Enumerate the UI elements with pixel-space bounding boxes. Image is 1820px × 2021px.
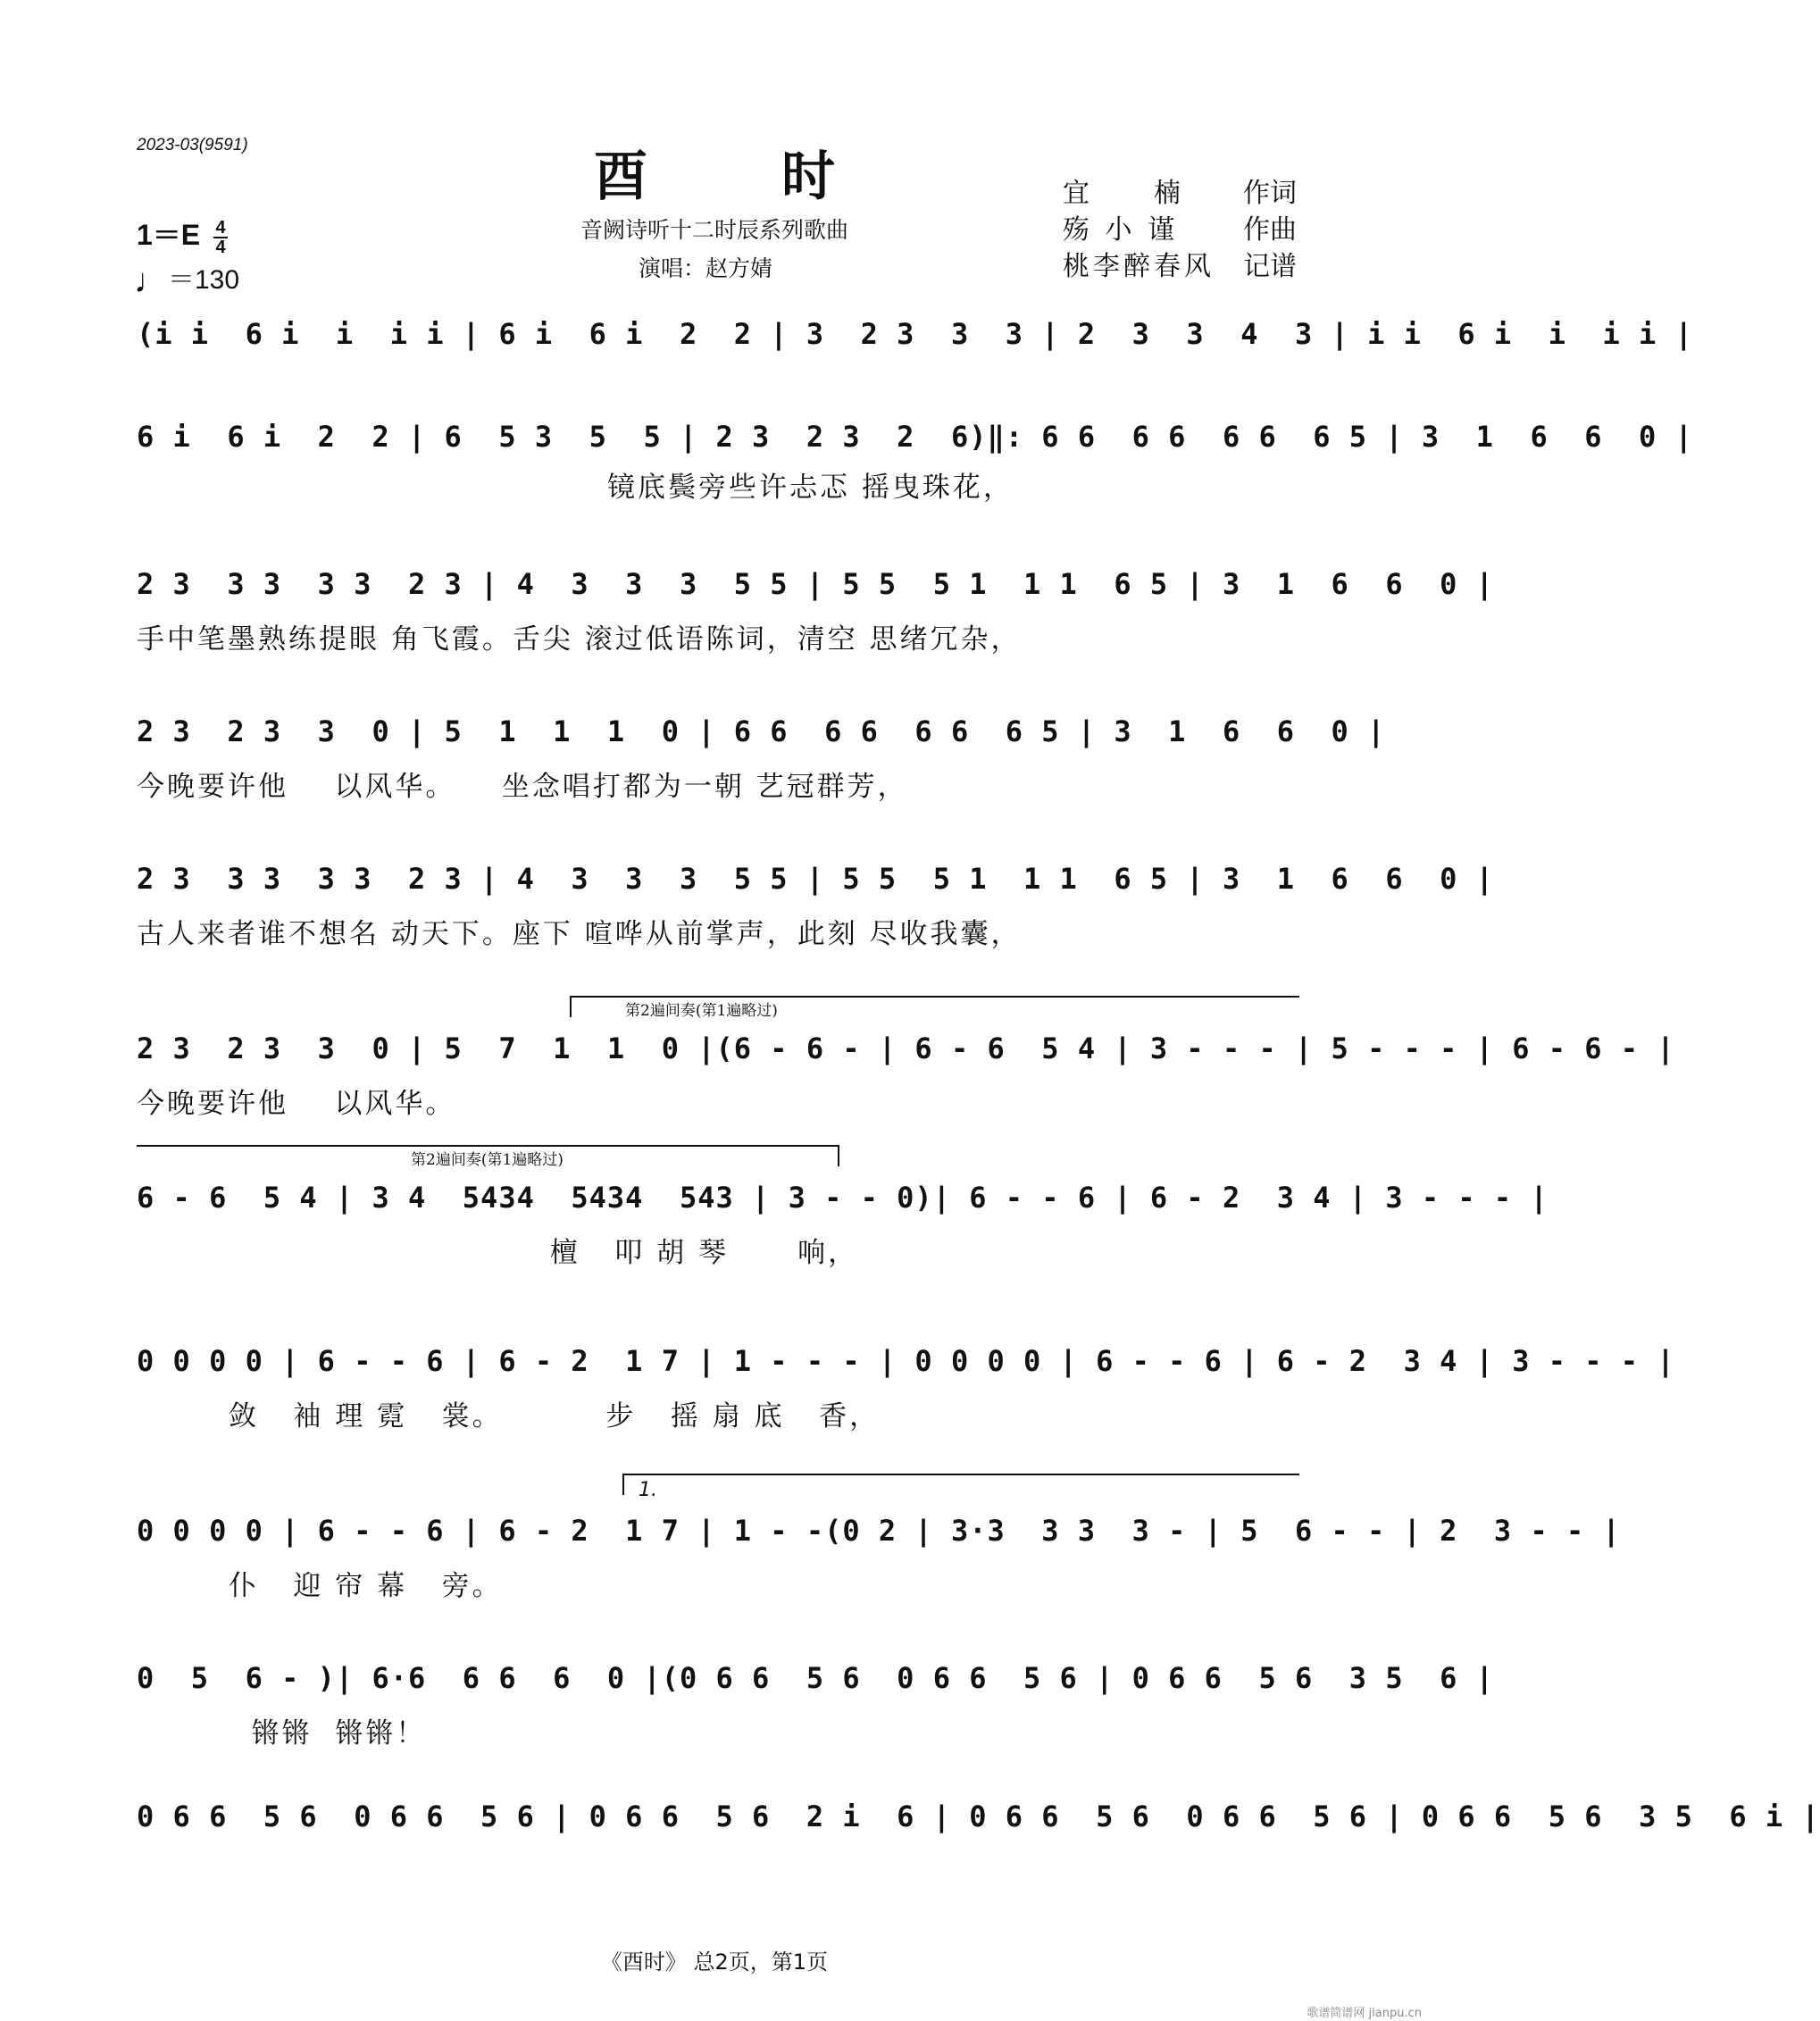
lyrics-line: 仆 迎 帘 幕 旁。 <box>137 1570 503 1602</box>
notation-line: 0 0 0 0 | 6 - - 6 | 6 - 2 1 7 | 1 - -(0 2 | 3·3 3 3 3 - | 5 6 - - | 2 3 - - | <box>137 1514 1621 1548</box>
lyrics-line: 手中笔墨熟练提眼 角飞霞。舌尖 滚过低语陈词，清空 思绪冗杂， <box>137 623 1022 656</box>
lyrics-line: 今晚要许他 以风华。 坐念唱打都为一朝 艺冠群芳， <box>137 771 908 803</box>
page-footer: 《酉时》 总2页，第1页 <box>600 1950 829 1975</box>
interlude-label: 第2遍间奏(第1遍略过) <box>625 1002 778 1020</box>
catalog-number: 2023-03(9591) <box>137 136 248 154</box>
lyrics-line: 锵锵 锵锵！ <box>137 1717 427 1750</box>
credit-lyricist: 宜 楠 作词 <box>1063 178 1297 209</box>
tempo-marking: ♩＝130 <box>134 263 240 300</box>
notation-line: (i i 6 i i i i | 6 i 6 i 2 2 | 3 2 3 3 3 | 2 3 3 4 3 | i i 6 i i i i | <box>137 317 1693 351</box>
lyrics-line: 古人来者谁不想名 动天下。座下 喧哗从前掌声，此刻 尽收我囊， <box>137 918 1022 950</box>
lyrics-line: 敛 袖 理 霓 裳。 步 摇 扇 底 香， <box>137 1400 881 1432</box>
time-signature: $\frac{4}{4}$ <box>213 219 228 256</box>
notation-line: 6 - 6 5 4 | 3 4 5434 5434 543 | 3 - - 0)| 6 - - 6 | 6 - 2 3 4 | 3 - - - | <box>137 1181 1549 1215</box>
notation-line: 2 3 2 3 3 0 | 5 1 1 1 0 | 6 6 6 6 6 6 6 5 | 3 1 6 6 0 | <box>137 714 1386 748</box>
interlude-label: 第2遍间奏(第1遍略过) <box>411 1151 564 1169</box>
notation-line: 0 0 0 0 | 6 - - 6 | 6 - 2 1 7 | 1 - - - | 0 0 0 0 | 6 - - 6 | 6 - 2 3 4 | 3 - - - | <box>137 1344 1675 1378</box>
notation-line: 2 3 3 3 3 3 2 3 | 4 3 3 3 5 5 | 5 5 5 1 1 1 6 5 | 3 1 6 6 0 | <box>137 862 1494 896</box>
notation-line: 2 3 2 3 3 0 | 5 7 1 1 0 |(6 - 6 - | 6 - 6 5 4 | 3 - - - | 5 - - - | 6 - 6 - | <box>137 1031 1675 1065</box>
notation-line: 0 6 6 5 6 0 6 6 5 6 | 0 6 6 5 6 2 i 6 | 0 6 6 5 6 0 6 6 5 6 | 0 6 6 5 6 3 5 6 i | <box>137 1800 1820 1833</box>
singer: 演唱：赵方婧 <box>639 255 773 281</box>
key-signature: 1＝E $\frac{4}{4}$ <box>137 213 228 256</box>
notation-line: 2 3 3 3 3 3 2 3 | 4 3 3 3 5 5 | 5 5 5 1 1 1 6 5 | 3 1 6 6 0 | <box>137 567 1494 601</box>
lyrics-line: 今晚要许他 以风华。 <box>137 1088 456 1120</box>
notation-line: 0 5 6 - )| 6·6 6 6 6 0 |(0 6 6 5 6 0 6 6 5 6 | 0 6 6 5 6 3 5 6 | <box>137 1661 1494 1695</box>
notation-line: 6 i 6 i 2 2 | 6 5 3 5 5 | 2 3 2 3 2 6)‖: 6 6 6 6 6 6 6 5 | 3 1 6 6 0 | <box>137 420 1693 454</box>
first-ending-bracket <box>622 1474 1299 1495</box>
volta-label: 1. <box>639 1479 657 1501</box>
quarter-note-icon: ♩ <box>134 263 168 300</box>
credits <box>1063 175 1297 285</box>
lyrics-line: 镜底鬓旁些许忐忑 摇曳珠花， <box>137 472 1014 504</box>
watermark: 歌谱简谱网 jianpu.cn <box>1307 2007 1422 2020</box>
song-subtitle: 音阙诗听十二时辰系列歌曲 <box>580 217 848 243</box>
credit-composer: 殇 小 谨 作曲 <box>1063 214 1297 246</box>
lyrics-line: 檀 叩 胡 琴 响， <box>137 1237 859 1269</box>
song-title: 酉时 <box>594 146 969 208</box>
credit-transcriber: 桃李醉春风 记谱 <box>1063 251 1297 282</box>
